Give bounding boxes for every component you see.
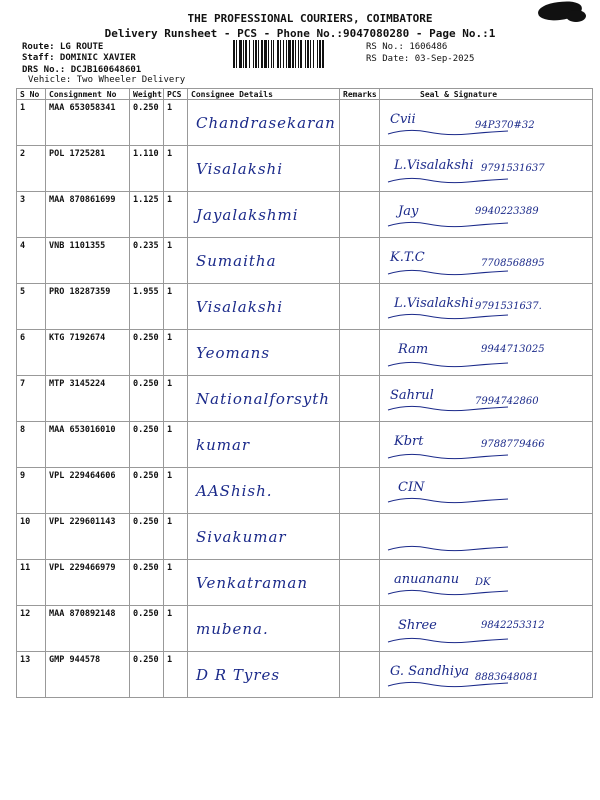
cell-consignee: [188, 330, 340, 376]
handwritten-phone: 7994742860: [475, 396, 539, 407]
cell-weight: 0.250: [130, 606, 164, 652]
route-label: Route: LG ROUTE: [22, 42, 104, 52]
cell-sno: 7: [17, 376, 46, 422]
table-row: [17, 192, 593, 238]
signature-scribble: [380, 422, 592, 467]
table-row: [17, 284, 593, 330]
cell-consignee: [188, 146, 340, 192]
cell-sno: 9: [17, 468, 46, 514]
handwritten-signature: anuananu: [394, 572, 460, 587]
cell-weight: 0.250: [130, 468, 164, 514]
cell-sno: 2: [17, 146, 46, 192]
signature-scribble: [380, 238, 592, 283]
handwritten-phone: 94P370#32: [475, 120, 535, 131]
rs-date: RS Date: 03-Sep-2025: [366, 54, 475, 64]
signature-scribble: [380, 100, 592, 145]
cell-sno: 4: [17, 238, 46, 284]
handwritten-signature: Shree: [398, 618, 437, 633]
table-header-row: [17, 89, 593, 100]
cell-remarks: [340, 192, 380, 238]
cell-signature: [380, 284, 593, 330]
table-row: [17, 422, 593, 468]
table-row: [17, 514, 593, 560]
cell-pcs: 1: [164, 238, 188, 284]
table-row: [17, 376, 593, 422]
rs-number: RS No.: 1606486: [366, 42, 448, 52]
cell-pcs: 1: [164, 560, 188, 606]
cell-signature: [380, 560, 593, 606]
cell-weight: 1.125: [130, 192, 164, 238]
handwritten-consignee-name: D R Tyres: [196, 666, 281, 684]
handwritten-signature: Sahrul: [390, 388, 434, 403]
handwritten-phone: DK: [475, 577, 491, 588]
handwritten-signature: Kbrt: [394, 434, 424, 449]
cell-consignment: MAA 870861699: [46, 192, 130, 238]
col-remarks-header: Remarks: [340, 89, 380, 100]
cell-remarks: [340, 376, 380, 422]
cell-weight: 0.250: [130, 652, 164, 698]
cell-consignee: [188, 192, 340, 238]
cell-remarks: [340, 514, 380, 560]
cell-consignment: PRO 18287359: [46, 284, 130, 330]
cell-remarks: [340, 606, 380, 652]
handwritten-consignee-name: Venkatraman: [196, 574, 308, 592]
cell-signature: [380, 468, 593, 514]
cell-signature: [380, 422, 593, 468]
handwritten-phone: 9944713025: [481, 344, 545, 355]
cell-weight: 0.250: [130, 514, 164, 560]
handwritten-phone: 9842253312: [481, 620, 545, 631]
col-consignment-header: Consignment No: [46, 89, 130, 100]
table-row: [17, 606, 593, 652]
cell-consignee: [188, 238, 340, 284]
handwritten-signature: G. Sandhiya: [390, 664, 470, 679]
cell-consignment: GMP 944578: [46, 652, 130, 698]
handwritten-consignee-name: Sivakumar: [196, 528, 287, 546]
handwritten-signature: Ram: [398, 342, 429, 357]
cell-consignment: POL 1725281: [46, 146, 130, 192]
signature-scribble: [380, 514, 592, 559]
handwritten-signature: Cvii: [390, 112, 416, 127]
cell-remarks: [340, 146, 380, 192]
signature-scribble: [380, 146, 592, 191]
handwritten-phone: 9940223389: [475, 206, 539, 217]
handwritten-consignee-name: Visalakshi: [196, 160, 283, 178]
cell-consignee: [188, 468, 340, 514]
barcode: [233, 40, 361, 68]
cell-weight: 0.250: [130, 560, 164, 606]
cell-consignment: MAA 870892148: [46, 606, 130, 652]
cell-consignee: [188, 376, 340, 422]
cell-weight: 0.250: [130, 376, 164, 422]
table-row: [17, 100, 593, 146]
handwritten-consignee-name: Sumaitha: [196, 252, 277, 270]
cell-remarks: [340, 238, 380, 284]
col-signature-header: Seal & Signature: [380, 89, 593, 100]
signature-scribble: [380, 606, 592, 651]
cell-remarks: [340, 560, 380, 606]
signature-scribble: [380, 560, 592, 605]
cell-consignee: [188, 422, 340, 468]
cell-sno: 6: [17, 330, 46, 376]
cell-sno: 1: [17, 100, 46, 146]
cell-consignment: MAA 653058341: [46, 100, 130, 146]
table-row: [17, 652, 593, 698]
handwritten-signature: L.Visalakshi: [394, 158, 474, 173]
handwritten-signature: Jay: [398, 204, 419, 219]
cell-consignment: VNB 1101355: [46, 238, 130, 284]
cell-remarks: [340, 100, 380, 146]
cell-signature: [380, 100, 593, 146]
company-title: THE PROFESSIONAL COURIERS, COIMBATORE: [187, 12, 433, 25]
handwritten-consignee-name: mubena.: [196, 620, 269, 638]
handwritten-phone: 9791531637.: [475, 301, 542, 312]
cell-remarks: [340, 422, 380, 468]
cell-pcs: 1: [164, 422, 188, 468]
cell-consignee: [188, 514, 340, 560]
col-pcs-header: PCS: [164, 89, 188, 100]
cell-remarks: [340, 468, 380, 514]
handwritten-phone: 8883648081: [475, 672, 539, 683]
handwritten-consignee-name: Jayalakshmi: [196, 206, 299, 224]
cell-remarks: [340, 330, 380, 376]
cell-pcs: 1: [164, 468, 188, 514]
table-row: [17, 146, 593, 192]
cell-sno: 10: [17, 514, 46, 560]
cell-sno: 11: [17, 560, 46, 606]
handwritten-consignee-name: Yeomans: [196, 344, 271, 362]
cell-pcs: 1: [164, 652, 188, 698]
cell-sno: 5: [17, 284, 46, 330]
col-consignee-header: Consignee Details: [188, 89, 340, 100]
cell-weight: 0.235: [130, 238, 164, 284]
cell-consignee: [188, 284, 340, 330]
cell-consignment: MAA 653016010: [46, 422, 130, 468]
cell-consignment: VPL 229464606: [46, 468, 130, 514]
handwritten-consignee-name: AAShish.: [196, 482, 273, 500]
vehicle-label: Vehicle: Two Wheeler Delivery: [28, 75, 186, 85]
cell-weight: 0.250: [130, 100, 164, 146]
cell-pcs: 1: [164, 514, 188, 560]
signature-scribble: [380, 652, 592, 697]
cell-sno: 3: [17, 192, 46, 238]
cell-weight: 0.250: [130, 330, 164, 376]
cell-signature: [380, 514, 593, 560]
handwritten-signature: K.T.C: [390, 250, 425, 265]
cell-sno: 13: [17, 652, 46, 698]
signature-scribble: [380, 284, 592, 329]
cell-signature: [380, 376, 593, 422]
col-sno-header: S No: [17, 89, 46, 100]
cell-signature: [380, 238, 593, 284]
drs-number: DRS No.: DCJB160648601: [22, 65, 142, 75]
handwritten-signature: L.Visalakshi: [394, 296, 474, 311]
signature-scribble: [380, 376, 592, 421]
cell-signature: [380, 146, 593, 192]
cell-consignment: KTG 7192674: [46, 330, 130, 376]
runsheet-subtitle: Delivery Runsheet - PCS - Phone No.:9047080280 - Page No.:1: [104, 27, 496, 40]
cell-consignment: VPL 229466979: [46, 560, 130, 606]
cell-consignee: [188, 100, 340, 146]
cell-signature: [380, 652, 593, 698]
table-row: [17, 468, 593, 514]
handwritten-phone: 7708568895: [481, 258, 545, 269]
cell-weight: 1.110: [130, 146, 164, 192]
handwritten-consignee-name: Nationalforsyth: [196, 390, 330, 408]
cell-signature: [380, 606, 593, 652]
runsheet-table: [16, 88, 593, 698]
cell-remarks: [340, 652, 380, 698]
cell-pcs: 1: [164, 330, 188, 376]
cell-sno: 12: [17, 606, 46, 652]
cell-signature: [380, 192, 593, 238]
cell-pcs: 1: [164, 376, 188, 422]
col-weight-header: Weight: [130, 89, 164, 100]
handwritten-consignee-name: Visalakshi: [196, 298, 283, 316]
cell-consignee: [188, 652, 340, 698]
signature-scribble: [380, 330, 592, 375]
cell-pcs: 1: [164, 100, 188, 146]
handwritten-consignee-name: Chandrasekaran: [196, 114, 336, 132]
cell-pcs: 1: [164, 606, 188, 652]
cell-pcs: 1: [164, 146, 188, 192]
handwritten-phone: 9791531637: [481, 163, 545, 174]
table-row: [17, 238, 593, 284]
signature-scribble: [380, 192, 592, 237]
cell-weight: 1.955: [130, 284, 164, 330]
signature-scribble: [380, 468, 592, 513]
handwritten-signature: CIN: [398, 480, 425, 495]
staff-label: Staff: DOMINIC XAVIER: [22, 53, 136, 63]
cell-consignee: [188, 560, 340, 606]
cell-consignment: VPL 229601143: [46, 514, 130, 560]
table-row: [17, 330, 593, 376]
handwritten-phone: 9788779466: [481, 439, 545, 450]
cell-signature: [380, 330, 593, 376]
cell-pcs: 1: [164, 284, 188, 330]
handwritten-consignee-name: kumar: [196, 436, 251, 454]
cell-remarks: [340, 284, 380, 330]
cell-pcs: 1: [164, 192, 188, 238]
cell-consignment: MTP 3145224: [46, 376, 130, 422]
cell-consignee: [188, 606, 340, 652]
cell-sno: 8: [17, 422, 46, 468]
table-row: [17, 560, 593, 606]
cell-weight: 0.250: [130, 422, 164, 468]
